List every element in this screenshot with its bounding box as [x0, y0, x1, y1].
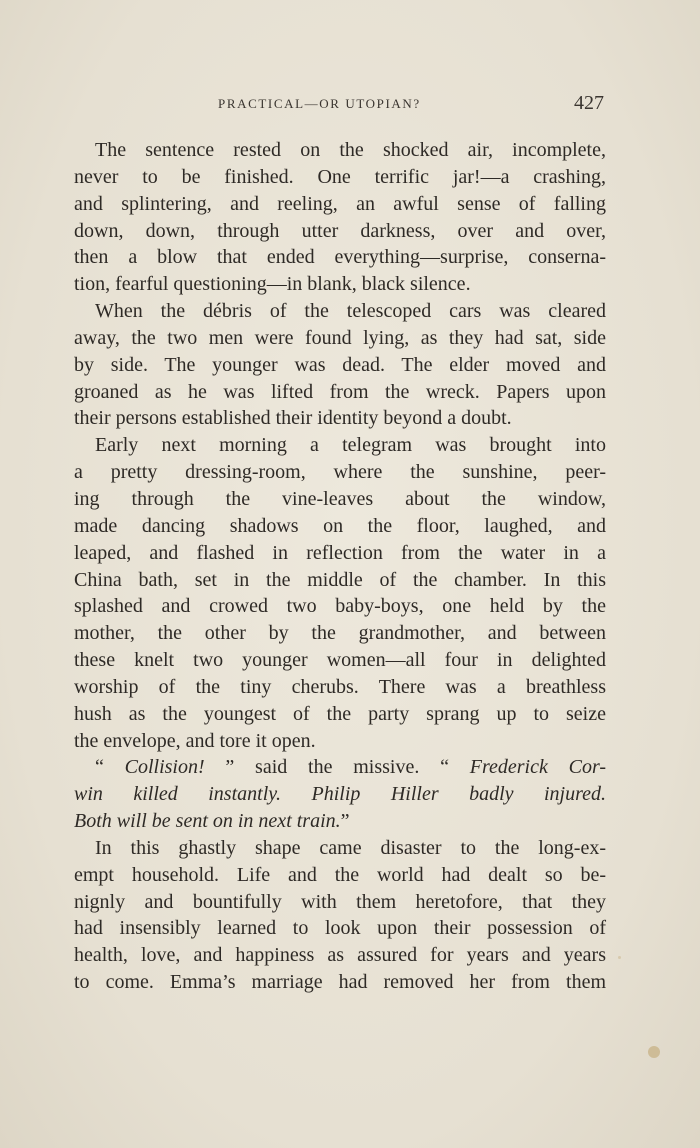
text-line: splashed and crowed two baby-boys, one held by the	[74, 595, 606, 618]
text-line: never to be finished. One terrific jar!—a crashing,	[74, 165, 606, 188]
text-line	[74, 808, 606, 835]
text-line: empt household. Life and the world had dealt so be-	[74, 863, 606, 886]
page-number: 427	[574, 92, 604, 114]
text-line: worship of the tiny cherubs. There was a breathless	[74, 675, 606, 698]
text-segment: ”	[340, 810, 350, 833]
running-title: PRACTICAL—OR UTOPIAN?	[218, 96, 421, 111]
text-line: leaped, and flashed in reflection from the water in a	[74, 541, 606, 564]
text-line: nignly and bountifully with them heretofore, that they	[74, 890, 606, 913]
text-line: Early next morning a telegram was brought into	[95, 434, 606, 457]
text-line	[74, 754, 606, 781]
paper-speck	[618, 956, 621, 959]
italic-text: win killed instantly. Philip Hiller badly injured.	[74, 783, 606, 806]
text-line: then a blow that ended everything—surprise, conserna-	[74, 246, 606, 269]
text-line: and splintering, and reeling, an awful sense of falling	[74, 192, 606, 215]
text-line: The sentence rested on the shocked air, incomplete,	[95, 139, 606, 161]
text-line: made dancing shadows on the floor, laughed, and	[74, 514, 606, 537]
text-line: a pretty dressing-room, where the sunshine, peer-	[74, 461, 606, 484]
italic-text: Collision!	[124, 756, 205, 779]
text-line: When the débris of the telescoped cars was cleared	[95, 300, 606, 323]
text-line: hush as the youngest of the party sprang up to seize	[74, 702, 606, 725]
italic-text: Frederick Cor-	[469, 756, 606, 779]
text-line: to come. Emma’s marriage had removed her from them	[74, 971, 606, 994]
text-segment: ” said the missive. “	[204, 756, 470, 779]
text-line: by side. The younger was dead. The elder moved and	[74, 353, 606, 376]
text-line: the envelope, and tore it open.	[74, 729, 316, 752]
text-line: down, down, through utter darkness, over and over,	[74, 219, 606, 242]
text-line: mother, the other by the grandmother, and between	[74, 622, 606, 645]
text-line: these knelt two younger women—all four in delighted	[74, 649, 606, 672]
paper-stain	[648, 1046, 660, 1058]
text-line: had insensibly learned to look upon their possession of	[74, 917, 606, 940]
text-line: In this ghastly shape came disaster to the long-ex-	[95, 836, 606, 859]
italic-text: Both will be sent on in next train.	[74, 810, 341, 833]
text-line: groaned as he was lifted from the wreck. Papers upon	[74, 380, 606, 403]
text-line: health, love, and happiness as assured for years and years	[74, 944, 606, 967]
text-line: tion, fearful questioning—in blank, black silence.	[74, 273, 471, 296]
text-line: China bath, set in the middle of the chamber. In this	[74, 568, 606, 591]
running-header	[74, 92, 604, 118]
body-text	[74, 137, 606, 996]
text-segment: “	[95, 756, 125, 779]
text-line: ing through the vine-leaves about the window,	[74, 487, 606, 510]
text-line: away, the two men were found lying, as they had sat, side	[74, 326, 606, 349]
text-line	[74, 781, 606, 808]
text-line: their persons established their identity beyond a doubt.	[74, 407, 512, 430]
